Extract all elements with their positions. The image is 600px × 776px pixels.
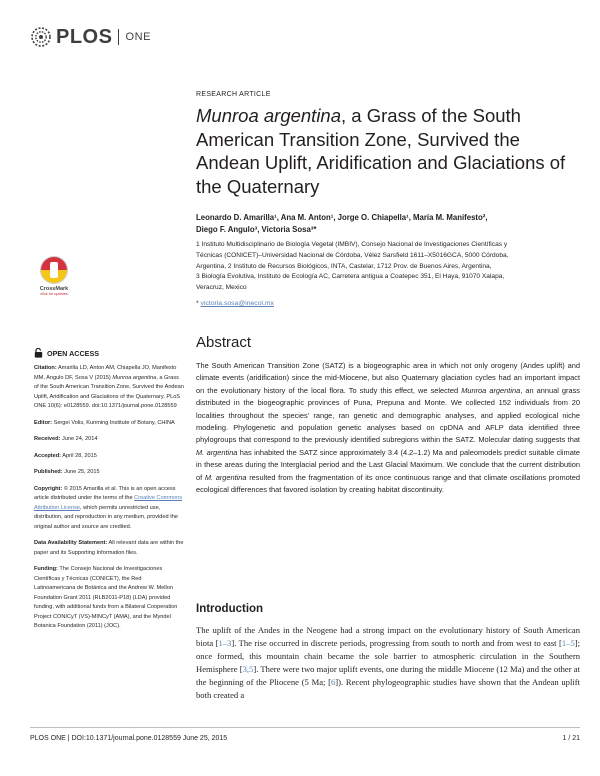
published [34, 468, 184, 478]
abstract-text [196, 360, 580, 496]
introduction-heading: Introduction [196, 603, 264, 615]
crossmark-sub: click for updates [40, 292, 68, 296]
abstract-part: The South American Transition Zone (SATZ) is a biogeographic area in which not only orogeny (Andes uplift) and climate events (aridification) since the mid-Miocene, but also Quaternary glaciation cycles had an important impact on the evolutionary history of the local flora. To study this effect, we selected [196, 361, 580, 395]
accepted-date: April 28, 2015 [62, 452, 97, 459]
funding-label: Funding: [34, 566, 58, 572]
open-access [34, 348, 99, 358]
abstract-heading: Abstract [196, 334, 252, 351]
affiliations [196, 240, 581, 294]
footer-citation: PLOS ONE | DOI:10.1371/journal.pone.0128559 June 25, 2015 [30, 735, 228, 742]
article-type: RESEARCH ARTICLE [196, 91, 271, 98]
intro-part: ]). Recent phylogeographic studies have shown that the Andean uplift both created a [196, 677, 581, 700]
crossmark-icon [40, 256, 68, 284]
open-lock-icon [34, 348, 43, 358]
abstract-species: Munroa argentina [461, 385, 521, 395]
title-rest: , a Grass of the South American Transition Zone, Survived the Andean Uplift, Aridification and Glaciations of the Quaternary [196, 105, 566, 197]
affiliation-line: 1 Instituto Multidisciplinario de Biología Vegetal (IMBIV), Consejo Nacional de Investigaciones Científicas y [196, 241, 508, 248]
intro-part: ]. The rise occurred in discrete periods, progressing from south to north and from west to east [ [231, 638, 562, 648]
author-line: Diego F. Angulo³, Victoria Sosa³* [196, 225, 317, 234]
received-label: Received: [34, 436, 61, 442]
copyright-label: Copyright: [34, 485, 63, 492]
email-link[interactable]: victoria.sosa@inecol.mx [200, 300, 274, 307]
accepted [34, 452, 184, 462]
affiliation-line: 3 Biología Evolutiva, Instituto de Ecología AC, Carretera antigua a Coatepec 351, El Haya, 91070 Xalapa, [196, 273, 505, 281]
data-availability-text: All relevant data are within the paper and its Supporting Information files. [34, 540, 184, 556]
received-date: June 24, 2014 [62, 436, 98, 442]
copyright-text: © 2015 Amarilla et al. This is an open access article distributed under the terms of the [34, 485, 176, 501]
editor-text: Sergei Volis, Kunming Institute of Botany, CHINA [53, 419, 175, 426]
citation-text: Amarilla LD, Anton AM, Chiapella JO, Manifesto MM, Angulo DF, Sosa V (2015) [34, 365, 177, 381]
abstract-species: M. argentina [196, 447, 238, 457]
author-list [196, 212, 576, 236]
crossmark-badge[interactable] [34, 256, 74, 296]
funding-text: The Consejo Nacional de Investigaciones Científicas y Técnicas (CONICET), the Red Latinoamericana de Botánica and the Andrew W. Mellon Foundation Grant 2011 (RLB2011-P18) (LDA) provided funding, with additional funds from a Bilateral Cooperation Project CONICyT (VS)-MINCyT (AMA), and the Myndel Botanica Foundation (2011) (JOC). [34, 566, 178, 629]
citation-species: Munroa argentina [112, 374, 157, 381]
logo-text: PLOS [56, 25, 113, 48]
citation [34, 364, 184, 412]
received [34, 435, 184, 445]
abstract-part: , an annual grass distributed in the biogeographic provinces of Puna, Prepuna and Monte. We collected 152 individuals from 20 localities throughout the species' range, ran genetic and demographic analyses, and applied ecological niche modeling. Phylogenetic and population genetic analyses based on cpDNA and AFLP data identified three phylogroups that correspond to the previously identified subregions within the SATZ. Molecular dating suggests that [196, 385, 580, 445]
editor [34, 419, 184, 429]
journal-name: ONE [125, 31, 152, 43]
page-number: 1 / 21 [562, 735, 580, 742]
reference-link[interactable]: 3,5 [242, 664, 254, 674]
intro-part: ]; once formed, this mountain chain became the sole barrier to atmospheric circulation in the Southern Hemisphere [ [196, 638, 580, 674]
data-availability [34, 539, 184, 558]
copyright-text-end: , which permits unrestricted use, distribution, and reproduction in any medium, provided the original author and source are credited. [34, 504, 178, 530]
license-link[interactable]: Creative Commons Attribution License [34, 495, 183, 511]
intro-part: The uplift of the Andes in the Neogene had a strong impact on the evolutionary history of South American biota [ [196, 625, 580, 648]
editor-label: Editor: [34, 419, 53, 426]
abstract-species: M. argentina [204, 472, 247, 482]
introduction-text [196, 624, 580, 702]
reference-link[interactable]: 1–5 [561, 638, 575, 648]
corresponding-star: * [196, 300, 199, 307]
affiliation-line: Argentina, 2 Instituto de Recursos Biológicos, INTA, Castelar, 1712 Prov. de Buenos Aires, Argentina, [196, 262, 492, 270]
plos-logo-icon [30, 26, 52, 48]
intro-part: ]. There were two major uplift events, one during the middle Miocene (12 Ma) and the other at the beginning of the Pliocene (5 Ma; [ [196, 664, 580, 687]
author-line: Leonardo D. Amarilla¹, Ana M. Anton¹, Jorge O. Chiapella¹, María M. Manifesto², [196, 213, 488, 222]
crossmark-label: CrossMark [39, 286, 69, 292]
reference-link[interactable]: 1–3 [218, 638, 232, 648]
affiliation-line: Veracruz, Mexico [196, 284, 247, 292]
title-species: Munroa argentina [196, 105, 342, 126]
copyright [34, 485, 184, 533]
affiliation-line: Técnicas (CONICET)–Universidad Nacional de Córdoba, Vélez Sarsfield 1611–X5016GCA, 5000 Córdoba, [196, 251, 509, 259]
reference-link[interactable]: 6 [331, 677, 336, 687]
funding [34, 565, 184, 632]
article-title [196, 104, 576, 198]
citation-rest: , a Grass of the South American Transition Zone, Survived the Andean Uplift, Aridification and Glaciations of the Quaternary. PLoS ONE 10(6): e0128559. doi:10.1371/journal.pone.0128559 [34, 374, 184, 409]
citation-label: Citation: [34, 365, 57, 371]
corresponding-email [196, 300, 274, 307]
published-label: Published: [34, 469, 63, 475]
open-access-label: OPEN ACCESS [47, 348, 100, 358]
data-availability-label: Data Availability Statement: [34, 540, 108, 546]
journal-logo[interactable] [30, 24, 151, 50]
footer-divider [30, 727, 580, 728]
article-sidebar [34, 364, 184, 639]
logo-divider [118, 29, 119, 45]
abstract-part: resulted from the fragmentation of its once continuous range and that climate oscillations promoted ecological differences that favored isolation by creating habitat discontinuity. [196, 472, 580, 495]
published-date: June 25, 2015 [64, 469, 100, 475]
abstract-part: has inhabited the SATZ since approximately 3.4 (4.2–1.2) Ma and paleomodels predict suitable climate in these areas during the Interglacial period and the Last Glacial Maximum. We conclude that the current distribution of [196, 447, 580, 482]
accepted-label: Accepted: [34, 452, 62, 459]
